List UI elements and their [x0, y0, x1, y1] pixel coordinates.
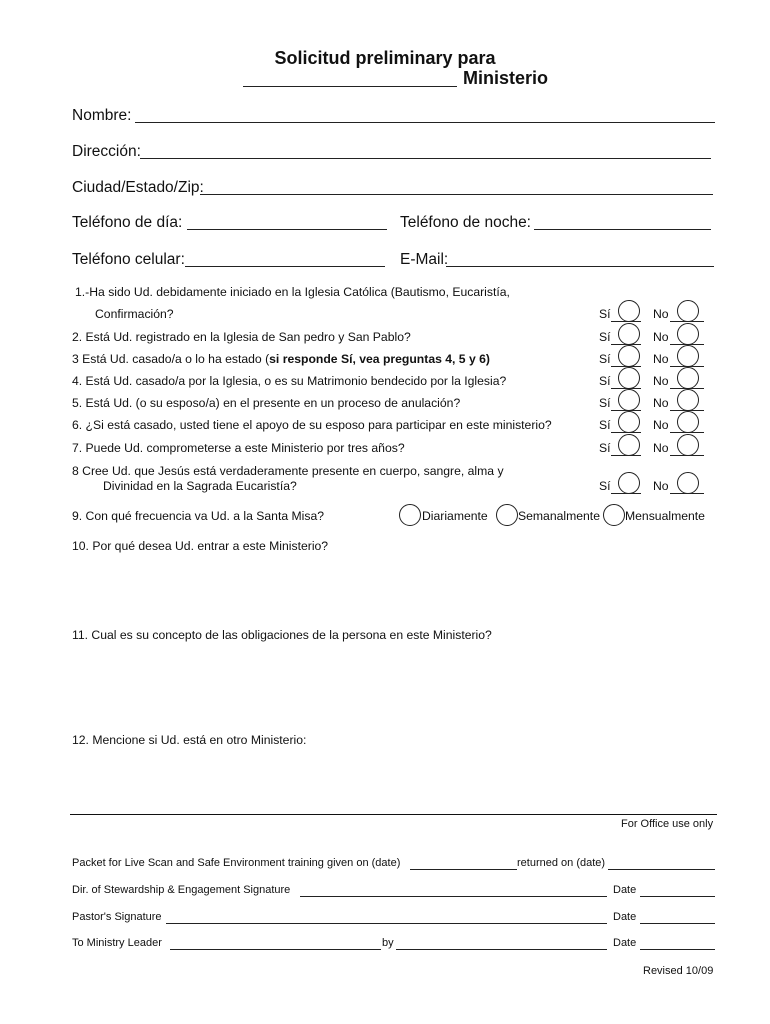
q2-yes-label: Sí — [599, 330, 611, 344]
question-11: 11. Cual es su concepto de las obligaciones de la persona en este Ministerio? — [72, 628, 492, 642]
q2-no-radio[interactable] — [677, 323, 699, 345]
question-6: 6. ¿Si está casado, usted tiene el apoyo de su esposo para participar en este ministerio? — [72, 418, 552, 432]
freq-daily-radio[interactable] — [399, 504, 421, 526]
question-10: 10. Por qué desea Ud. entrar a este Ministerio? — [72, 539, 329, 553]
packet-date-field[interactable] — [410, 869, 517, 870]
freq-monthly-radio[interactable] — [603, 504, 625, 526]
q7-yes-radio[interactable] — [618, 434, 640, 456]
leader-date-label: Date — [613, 937, 637, 949]
stewardship-date-field[interactable] — [640, 896, 715, 897]
q6-yes-label: Sí — [599, 418, 611, 432]
pastor-label: Pastor's Signature — [72, 911, 162, 923]
q8-yes-label: Sí — [599, 479, 611, 493]
returned-date-field[interactable] — [608, 869, 715, 870]
q1-no-radio[interactable] — [677, 300, 699, 322]
q2-no-label: No — [653, 330, 669, 344]
office-divider — [70, 814, 717, 815]
question-7: 7. Puede Ud. comprometerse a este Ministerio por tres años? — [72, 441, 405, 455]
freq-weekly-label: Semanalmente — [518, 509, 600, 523]
q2-yes-radio[interactable] — [618, 323, 640, 345]
q1-yes-label: Sí — [599, 307, 611, 321]
returned-label: returned on (date) — [517, 857, 606, 869]
question-1b: Confirmación? — [95, 307, 174, 321]
tel-celular-label: Teléfono celular: — [72, 251, 185, 268]
q4-no-radio[interactable] — [677, 367, 699, 389]
question-3-bold: si responde Sí, vea preguntas 4, 5 y 6) — [269, 352, 490, 366]
q8-yes-radio[interactable] — [618, 472, 640, 494]
ciudad-field[interactable] — [200, 194, 713, 195]
pastor-date-label: Date — [613, 911, 637, 923]
ministry-name-blank[interactable] — [243, 86, 457, 87]
nombre-field[interactable] — [135, 122, 715, 123]
tel-celular-field[interactable] — [185, 266, 385, 267]
direccion-field[interactable] — [140, 158, 711, 159]
question-9: 9. Con qué frecuencia va Ud. a la Santa Misa? — [72, 509, 325, 523]
q6-no-radio[interactable] — [677, 411, 699, 433]
question-5: 5. Está Ud. (o su esposo/a) en el presente en un proceso de anulación? — [72, 396, 461, 410]
question-2: 2. Está Ud. registrado en la Iglesia de San pedro y San Pablo? — [72, 330, 411, 344]
stewardship-signature-field[interactable] — [300, 896, 607, 897]
q5-no-label: No — [653, 396, 669, 410]
question-8a: 8 Cree Ud. que Jesús está verdaderamente presente en cuerpo, sangre, alma y — [72, 464, 504, 478]
q3-yes-radio[interactable] — [618, 345, 640, 367]
q8-no-radio[interactable] — [677, 472, 699, 494]
q1-yes-radio[interactable] — [618, 300, 640, 322]
pastor-signature-field[interactable] — [166, 923, 607, 924]
q7-no-label: No — [653, 441, 669, 455]
q5-no-radio[interactable] — [677, 389, 699, 411]
q4-no-label: No — [653, 374, 669, 388]
tel-noche-label: Teléfono de noche: — [400, 214, 531, 231]
q7-yes-label: Sí — [599, 441, 611, 455]
revised-label: Revised 10/09 — [643, 965, 714, 977]
q6-yes-radio[interactable] — [618, 411, 640, 433]
pastor-date-field[interactable] — [640, 923, 715, 924]
question-12: 12. Mencione si Ud. está en otro Ministerio: — [72, 733, 307, 747]
question-1a: 1.-Ha sido Ud. debidamente iniciado en la Iglesia Católica (Bautismo, Eucaristía, — [75, 285, 510, 299]
ministry-leader-field[interactable] — [170, 949, 381, 950]
question-3-text: 3 Está Ud. casado/a o lo ha estado ( — [72, 352, 270, 366]
q6-no-label: No — [653, 418, 669, 432]
q4-yes-label: Sí — [599, 374, 611, 388]
question-4: 4. Está Ud. casado/a por la Iglesia, o es su Matrimonio bendecido por la Iglesia? — [72, 374, 507, 388]
tel-dia-field[interactable] — [187, 229, 387, 230]
q3-yes-label: Sí — [599, 352, 611, 366]
ministry-leader-label: To Ministry Leader — [72, 937, 162, 949]
email-label: E-Mail: — [400, 251, 449, 268]
direccion-label: Dirección: — [72, 143, 141, 160]
stewardship-date-label: Date — [613, 884, 637, 896]
stewardship-label: Dir. of Stewardship & Engagement Signature — [72, 884, 291, 896]
form-title-line2: Ministerio — [463, 68, 549, 88]
freq-monthly-label: Mensualmente — [625, 509, 705, 523]
q4-yes-radio[interactable] — [618, 367, 640, 389]
q3-no-radio[interactable] — [677, 345, 699, 367]
question-3 — [72, 352, 490, 366]
ciudad-label: Ciudad/Estado/Zip: — [72, 179, 204, 196]
tel-noche-field[interactable] — [534, 229, 711, 230]
leader-date-field[interactable] — [640, 949, 715, 950]
question-8b: Divinidad en la Sagrada Eucaristía? — [103, 479, 297, 493]
q8-no-label: No — [653, 479, 669, 493]
freq-weekly-radio[interactable] — [496, 504, 518, 526]
tel-dia-label: Teléfono de día: — [72, 214, 183, 231]
q5-yes-label: Sí — [599, 396, 611, 410]
by-label: by — [382, 937, 394, 949]
office-heading: For Office use only — [621, 818, 714, 830]
freq-daily-label: Diariamente — [422, 509, 488, 523]
q5-yes-radio[interactable] — [618, 389, 640, 411]
form-title-line1: Solicitud preliminary para — [274, 48, 496, 68]
q3-no-label: No — [653, 352, 669, 366]
by-field[interactable] — [396, 949, 607, 950]
q1-no-label: No — [653, 307, 669, 321]
q7-no-radio[interactable] — [677, 434, 699, 456]
packet-label: Packet for Live Scan and Safe Environment training given on (date) — [72, 857, 401, 869]
nombre-label: Nombre: — [72, 107, 132, 124]
email-field[interactable] — [446, 266, 714, 267]
